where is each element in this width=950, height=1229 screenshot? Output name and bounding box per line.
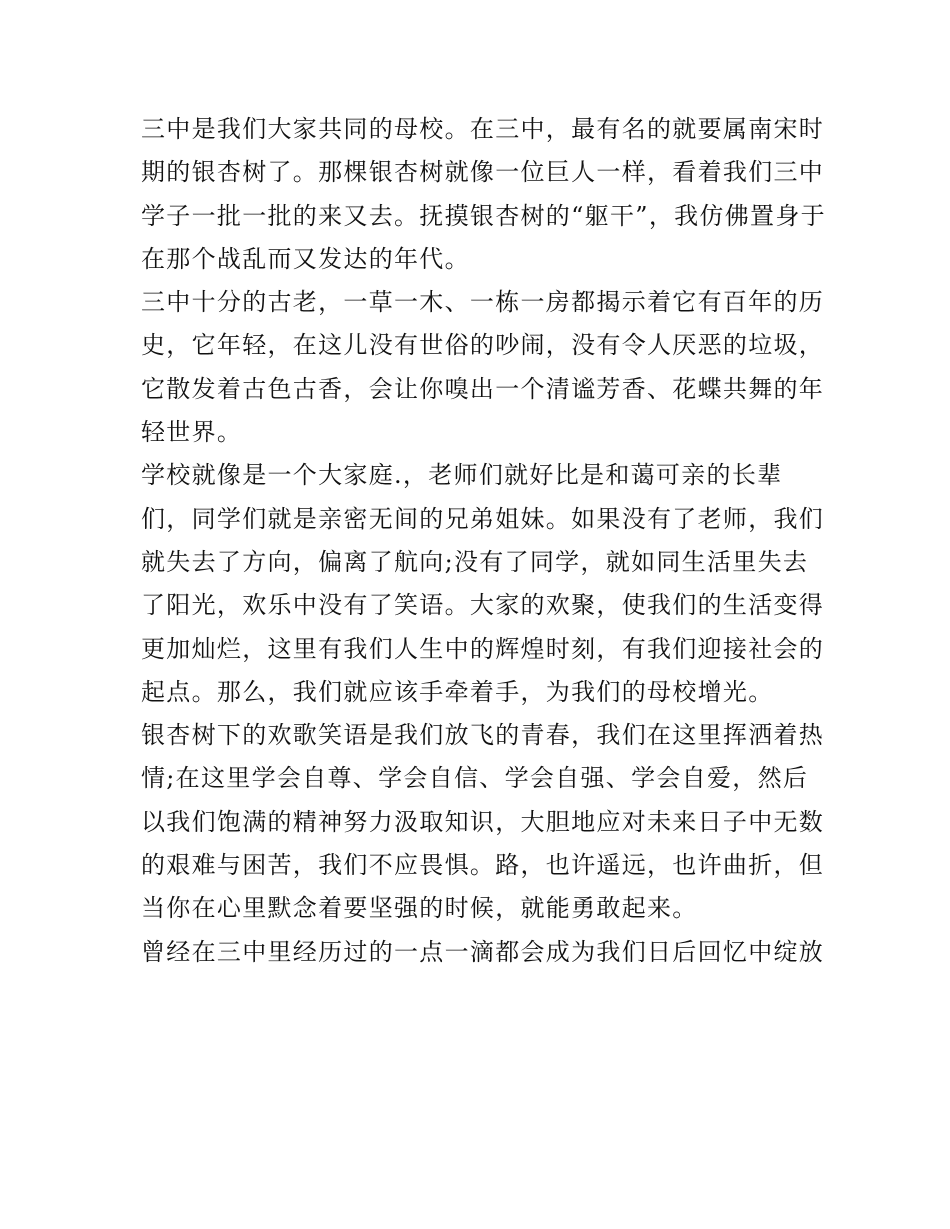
text-line-6: 史，它年轻，在这儿没有世俗的吵闹，没有令人厌恶的垃圾，: [141, 331, 825, 360]
text-line-9: 学校就像是一个大家庭.，老师们就好比是和蔼可亲的长辈: [141, 461, 783, 490]
text-line-2: 期的银杏树了。那棵银杏树就像一位巨人一样，看着我们三中: [141, 158, 825, 187]
text-line-3: 学子一批一批的来又去。抚摸银杏树的“躯干”，我仿佛置身于: [141, 201, 826, 230]
text-line-16: 情;在这里学会自尊、学会自信、学会自强、学会自爱，然后: [141, 764, 809, 793]
text-line-1: 三中是我们大家共同的母校。在三中，最有名的就要属南宋时: [141, 115, 825, 143]
text-line-13: 更加灿烂，这里有我们人生中的辉煌时刻，有我们迎接社会的: [141, 634, 825, 663]
text-line-8: 轻世界。: [141, 418, 243, 447]
text-line-10: 们，同学们就是亲密无间的兄弟姐妹。如果没有了老师，我们: [141, 504, 825, 533]
text-line-14: 起点。那么，我们就应该手牵着手，为我们的母校增光。: [141, 677, 774, 706]
text-line-5: 三中十分的古老，一草一木、一栋一房都揭示着它有百年的历: [141, 288, 825, 317]
text-line-12: 了阳光，欢乐中没有了笑语。大家的欢聚，使我们的生活变得: [141, 591, 825, 620]
text-line-7: 它散发着古色古香，会让你嗅出一个清谧芳香、花蝶共舞的年: [141, 374, 825, 403]
text-line-18: 的艰难与困苦，我们不应畏惧。路，也许遥远，也许曲折，但: [141, 851, 825, 880]
text-line-20: 曾经在三中里经历过的一点一滴都会成为我们日后回忆中绽放: [141, 937, 825, 966]
text-line-15: 银杏树下的欢歌笑语是我们放飞的青春，我们在这里挥洒着热: [141, 721, 825, 750]
document-body: [141, 108, 826, 974]
text-line-17: 以我们饱满的精神努力汲取知识，大胆地应对未来日子中无数: [141, 807, 825, 836]
text-line-19: 当你在心里默念着要坚强的时候，就能勇敢起来。: [141, 894, 698, 923]
text-line-4: 在那个战乱而又发达的年代。: [141, 244, 470, 273]
text-line-11: 就失去了方向，偏离了航向;没有了同学，就如同生活里失去: [141, 547, 809, 576]
